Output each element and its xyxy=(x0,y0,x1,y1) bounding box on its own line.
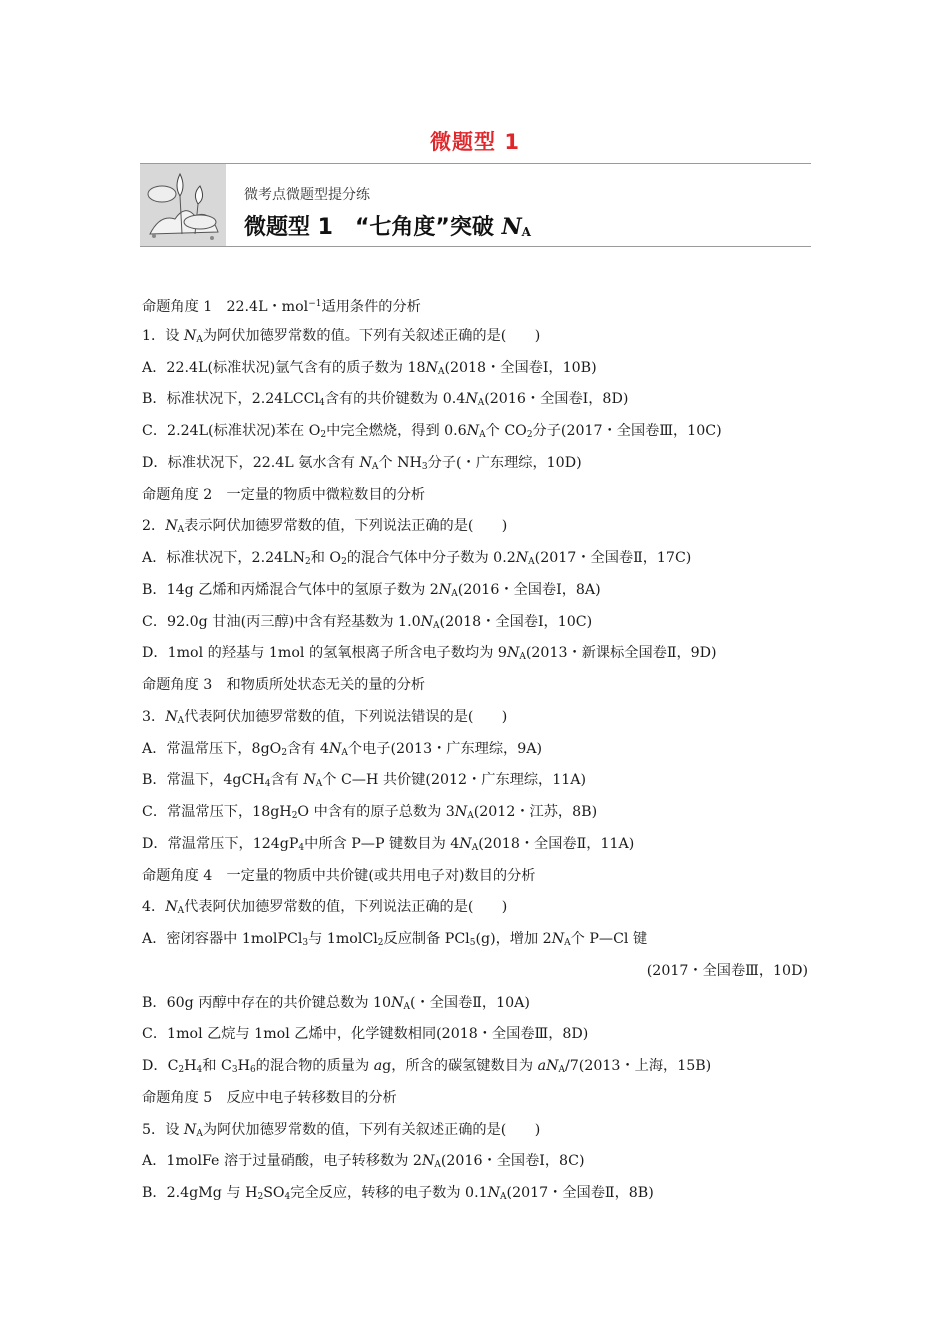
banner-title xyxy=(244,210,531,241)
answer-option: C．2.24L(标准状况)苯在 $O_2$中完全燃烧，得到 $0.6N_A$个 $CO_2$分子(2017・全国卷Ⅲ，10C) xyxy=(142,423,722,440)
question-stem: 2．$N_A$表示阿伏加德罗常数的值，下列说法正确的是( ) xyxy=(142,518,508,536)
answer-option: C．92.0g 甘油(丙三醇)中含有羟基数为 $1.0N_A(2018$・全国卷Ⅰ，10C) xyxy=(142,613,593,631)
section-heading: 命题角度 5 反应中电子转移数目的分析 xyxy=(142,1089,397,1106)
question-stem: 3．$N_A$代表阿伏加德罗常数的值，下列说法错误的是( ) xyxy=(142,708,508,726)
answer-option: A．标准状况下，$2.24LN_2$和 $O_2$的混合气体中分子数为 $0.2N_A(2017$・全国卷Ⅱ，17C) xyxy=(142,550,692,567)
answer-option: D．标准状况下，22.4L 氨水含有 $N_A$个 $NH_3$分子(・广东理综，10D) xyxy=(142,454,582,472)
answer-option: A．1molFe 溶于过量硝酸，电子转移数为 $2N_A(2016$・全国卷Ⅰ，8C) xyxy=(142,1153,585,1171)
question-stem: 4．$N_A$代表阿伏加德罗常数的值，下列说法正确的是( ) xyxy=(142,899,508,917)
section-heading: 命题角度 1 22.4L・mol$^{-1}$适用条件的分析 xyxy=(142,299,421,315)
answer-option: C．常温常压下，$18gH_2O$ 中含有的原子总数为 $3N_A(2012$・江苏，8B) xyxy=(142,804,598,821)
section-heading: 命题角度 3 和物质所处状态无关的量的分析 xyxy=(142,677,426,693)
answer-option: D．常温常压下，$124gP_4$中所含 P—P 键数目为 $4N_A(2018$・全国卷Ⅱ，11A) xyxy=(142,835,635,853)
section-banner xyxy=(140,163,811,247)
answer-option: C．1mol 乙烷与 1mol 乙烯中，化学键数相同(2018・全国卷Ⅲ，8D) xyxy=(142,1026,589,1043)
answer-option: A．密闭容器中 1molPCl$_3$与 1molCl$_2$反应制备 PCl$_5$(g)，增加 $2N_A$个 P—Cl 键 xyxy=(142,931,648,948)
answer-option: A．22.4L(标准状况)氩气含有的质子数为 $18N_A(2018$・全国卷Ⅰ，10B) xyxy=(142,359,597,377)
answer-option: B．14g 乙烯和丙烯混合气体中的氢原子数为 $2N_A(2016$・全国卷Ⅰ，8A) xyxy=(142,581,601,599)
question-list xyxy=(142,289,810,1210)
section-heading: 命题角度 4 一定量的物质中共价键(或共用电子对)数目的分析 xyxy=(142,867,536,884)
banner-title-prefix: 微题型 1 xyxy=(244,215,333,240)
section-heading: 命题角度 2 一定量的物质中微粒数目的分析 xyxy=(142,486,426,503)
banner-subtitle: 微考点微题型提分练 xyxy=(244,187,370,203)
question-stem: 1．设 $N_A$为阿伏加德罗常数的值。下列有关叙述正确的是( ) xyxy=(142,327,541,345)
answer-option: B．标准状况下，2.24LCCl$_4$含有的共价键数为 $0.4N_A(2016$・全国卷Ⅰ，8D) xyxy=(142,391,629,409)
answer-option: D．$C_2H_4$和 $C_3H_6$的混合物的质量为 ag，所含的碳氢键数目为 $aN_A/7(2013$・上海，15B) xyxy=(142,1058,712,1075)
lotus-icon xyxy=(140,164,226,246)
lotus-illustration xyxy=(140,164,226,246)
answer-option: B．常温下，4gCH$_4$含有 $N_A$个 C—H 共价键(2012・广东理综，11A) xyxy=(142,772,587,790)
answer-option: B．60g 丙醇中存在的共价键总数为 $10N_A$(・全国卷Ⅱ，10A) xyxy=(142,994,530,1012)
source-citation: (2017・全国卷Ⅲ，10D) xyxy=(646,962,808,979)
answer-option: B．2.4gMg 与 $H_2SO_4$完全反应，转移的电子数为 $0.1N_A(2017$・全国卷Ⅱ，8B) xyxy=(142,1185,654,1202)
banner-title-main: “七角度”突破 xyxy=(354,215,494,240)
banner-title-symbol: $N_A$ xyxy=(501,214,531,240)
question-stem: 5．设 $N_A$为阿伏加德罗常数的值，下列有关叙述正确的是( ) xyxy=(142,1121,541,1139)
answer-option: A．常温常压下，$8gO_2$含有 $4N_A$个电子(2013・广东理综，9A) xyxy=(142,740,543,758)
page-title: 微题型 1 xyxy=(430,130,520,154)
answer-option: D．1mol 的羟基与 1mol 的氢氧根离子所含电子数均为 $9N_A(2013$・新课标全国卷Ⅱ，9D) xyxy=(142,645,717,663)
